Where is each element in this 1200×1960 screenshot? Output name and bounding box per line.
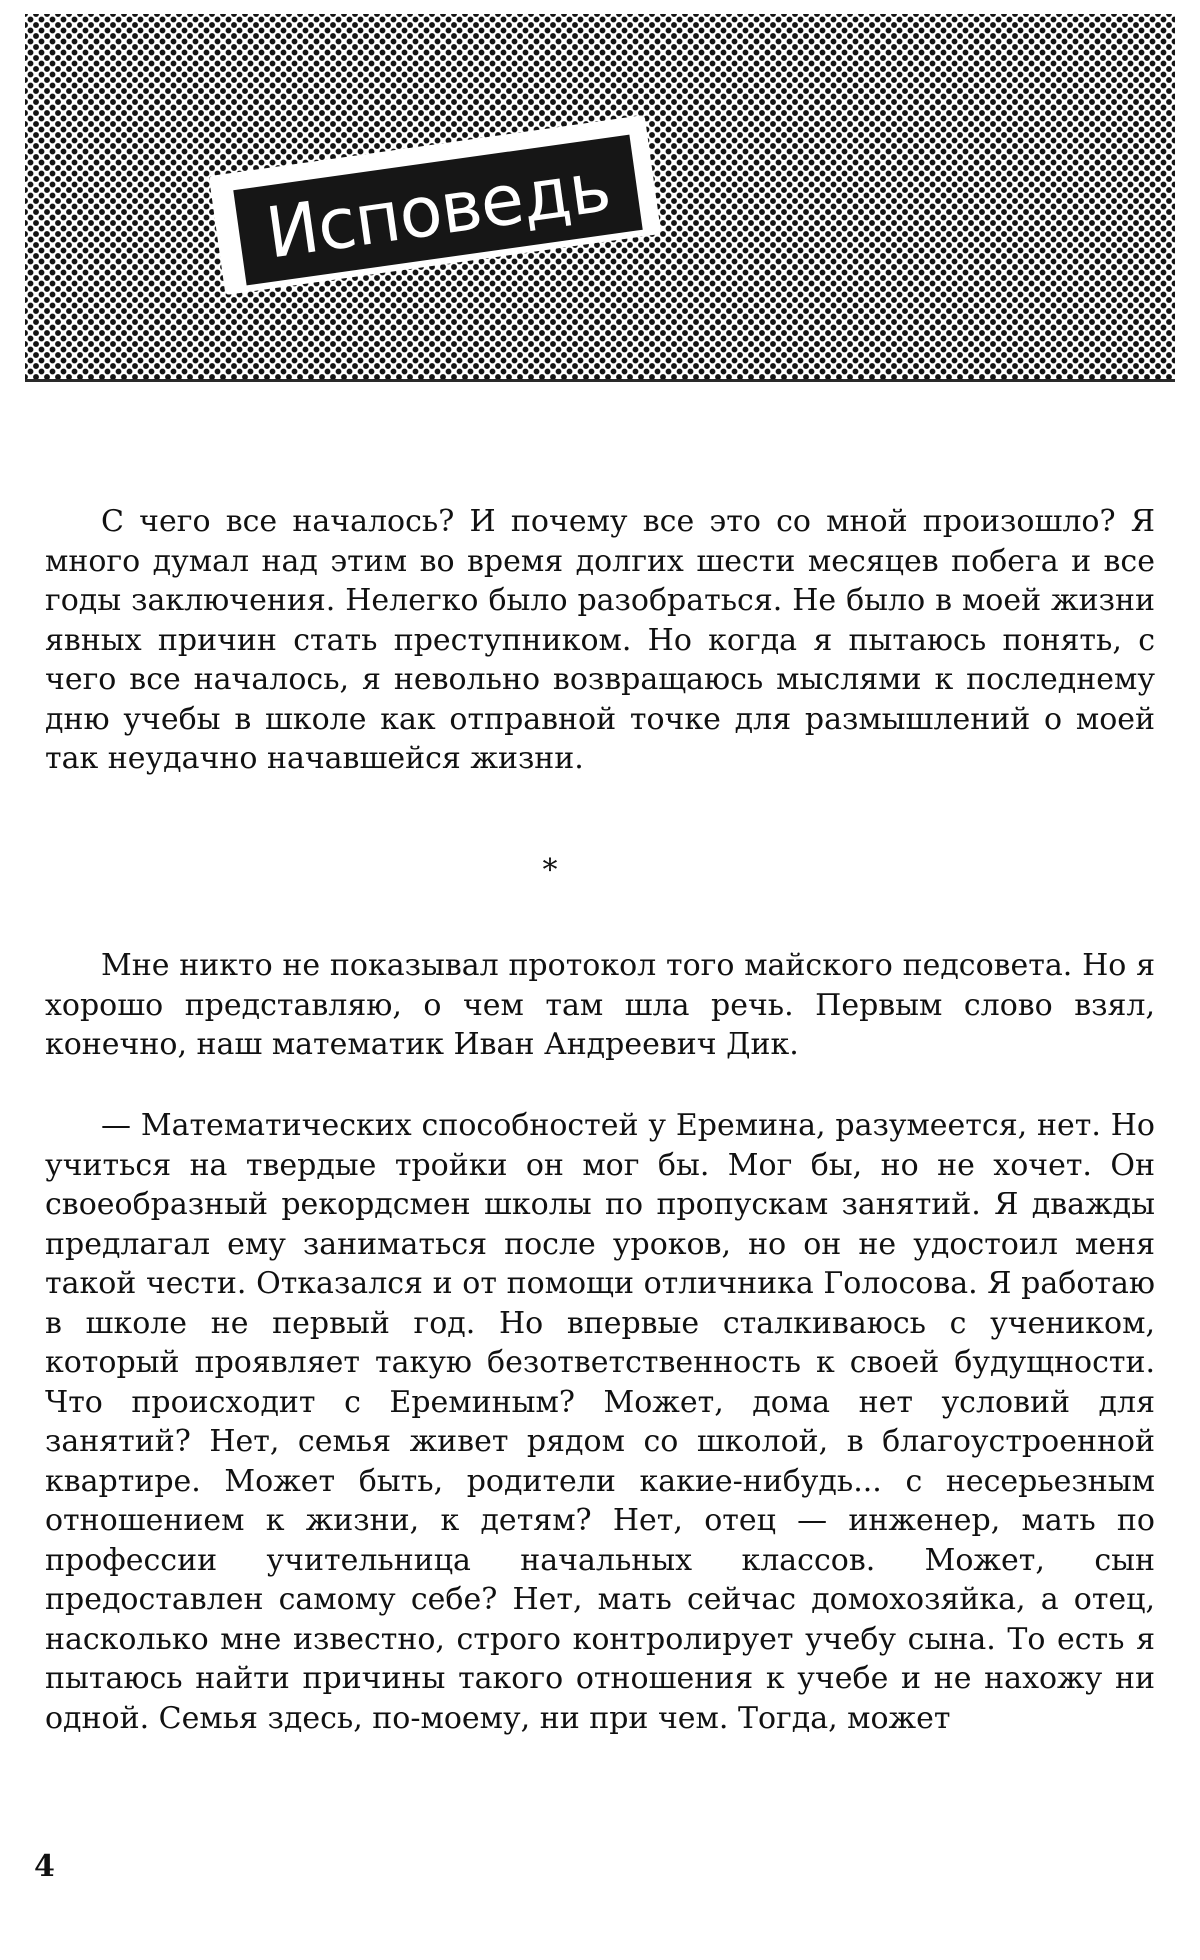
section-separator: * bbox=[542, 853, 558, 888]
body-paragraph-intro: С чего все началось? И почему все это со мной произошло? Я много думал над этим во время долгих шести месяцев побега и все годы заключения. Нелегко было разобраться. Не было в моей жизни явных причин стать преступником. Но когда я пытаюсь понять, с чего все началось, я невольно возвращаюсь мыслями к последнему дню учебы в школе как отправной точке для размышлений о моей так неудачно начавшейся жизни. bbox=[45, 504, 1155, 776]
page-number: 4 bbox=[34, 1849, 55, 1884]
chapter-title: Исповедь bbox=[261, 145, 615, 275]
body-paragraph-protocol: Мне никто не показывал протокол того майского педсовета. Но я хорошо представляю, о чем там шла речь. Первым слово взял, конечно, наш математик Иван Андреевич Дик. bbox=[45, 948, 1155, 1062]
body-paragraph-speech: — Математических способностей у Еремина, разумеется, нет. Но учиться на твердые тройки он мог бы. Мог бы, но не хочет. Он своеобразный рекордсмен школы по пропускам занятий. Я дважды предлагал ему заниматься после уроков, но он не удостоил меня такой чести. Отказался и от помощи отличника Голосова. Я работаю в школе не первый год. Но впервые сталкиваюсь с учеником, который проявляет такую безответственность к своей будущности. Что происходит с Ереминым? Может, дома нет условий для занятий? Нет, семья живет рядом со школой, в благоустроенной квартире. Может быть, родители какие-нибудь... с несерьезным отношением к жизни, к детям? Нет, отец — инженер, мать по профессии учительница начальных классов. Может, сын предоставлен самому себе? Нет, мать сейчас домохозяйка, а отец, насколько мне известно, строго контролирует учебу сына. То есть я пытаюсь найти причины такого отношения к учебе и не нахожу ни одной. Семья здесь, по-моему, ни при чем. Тогда, может bbox=[45, 1108, 1155, 1736]
